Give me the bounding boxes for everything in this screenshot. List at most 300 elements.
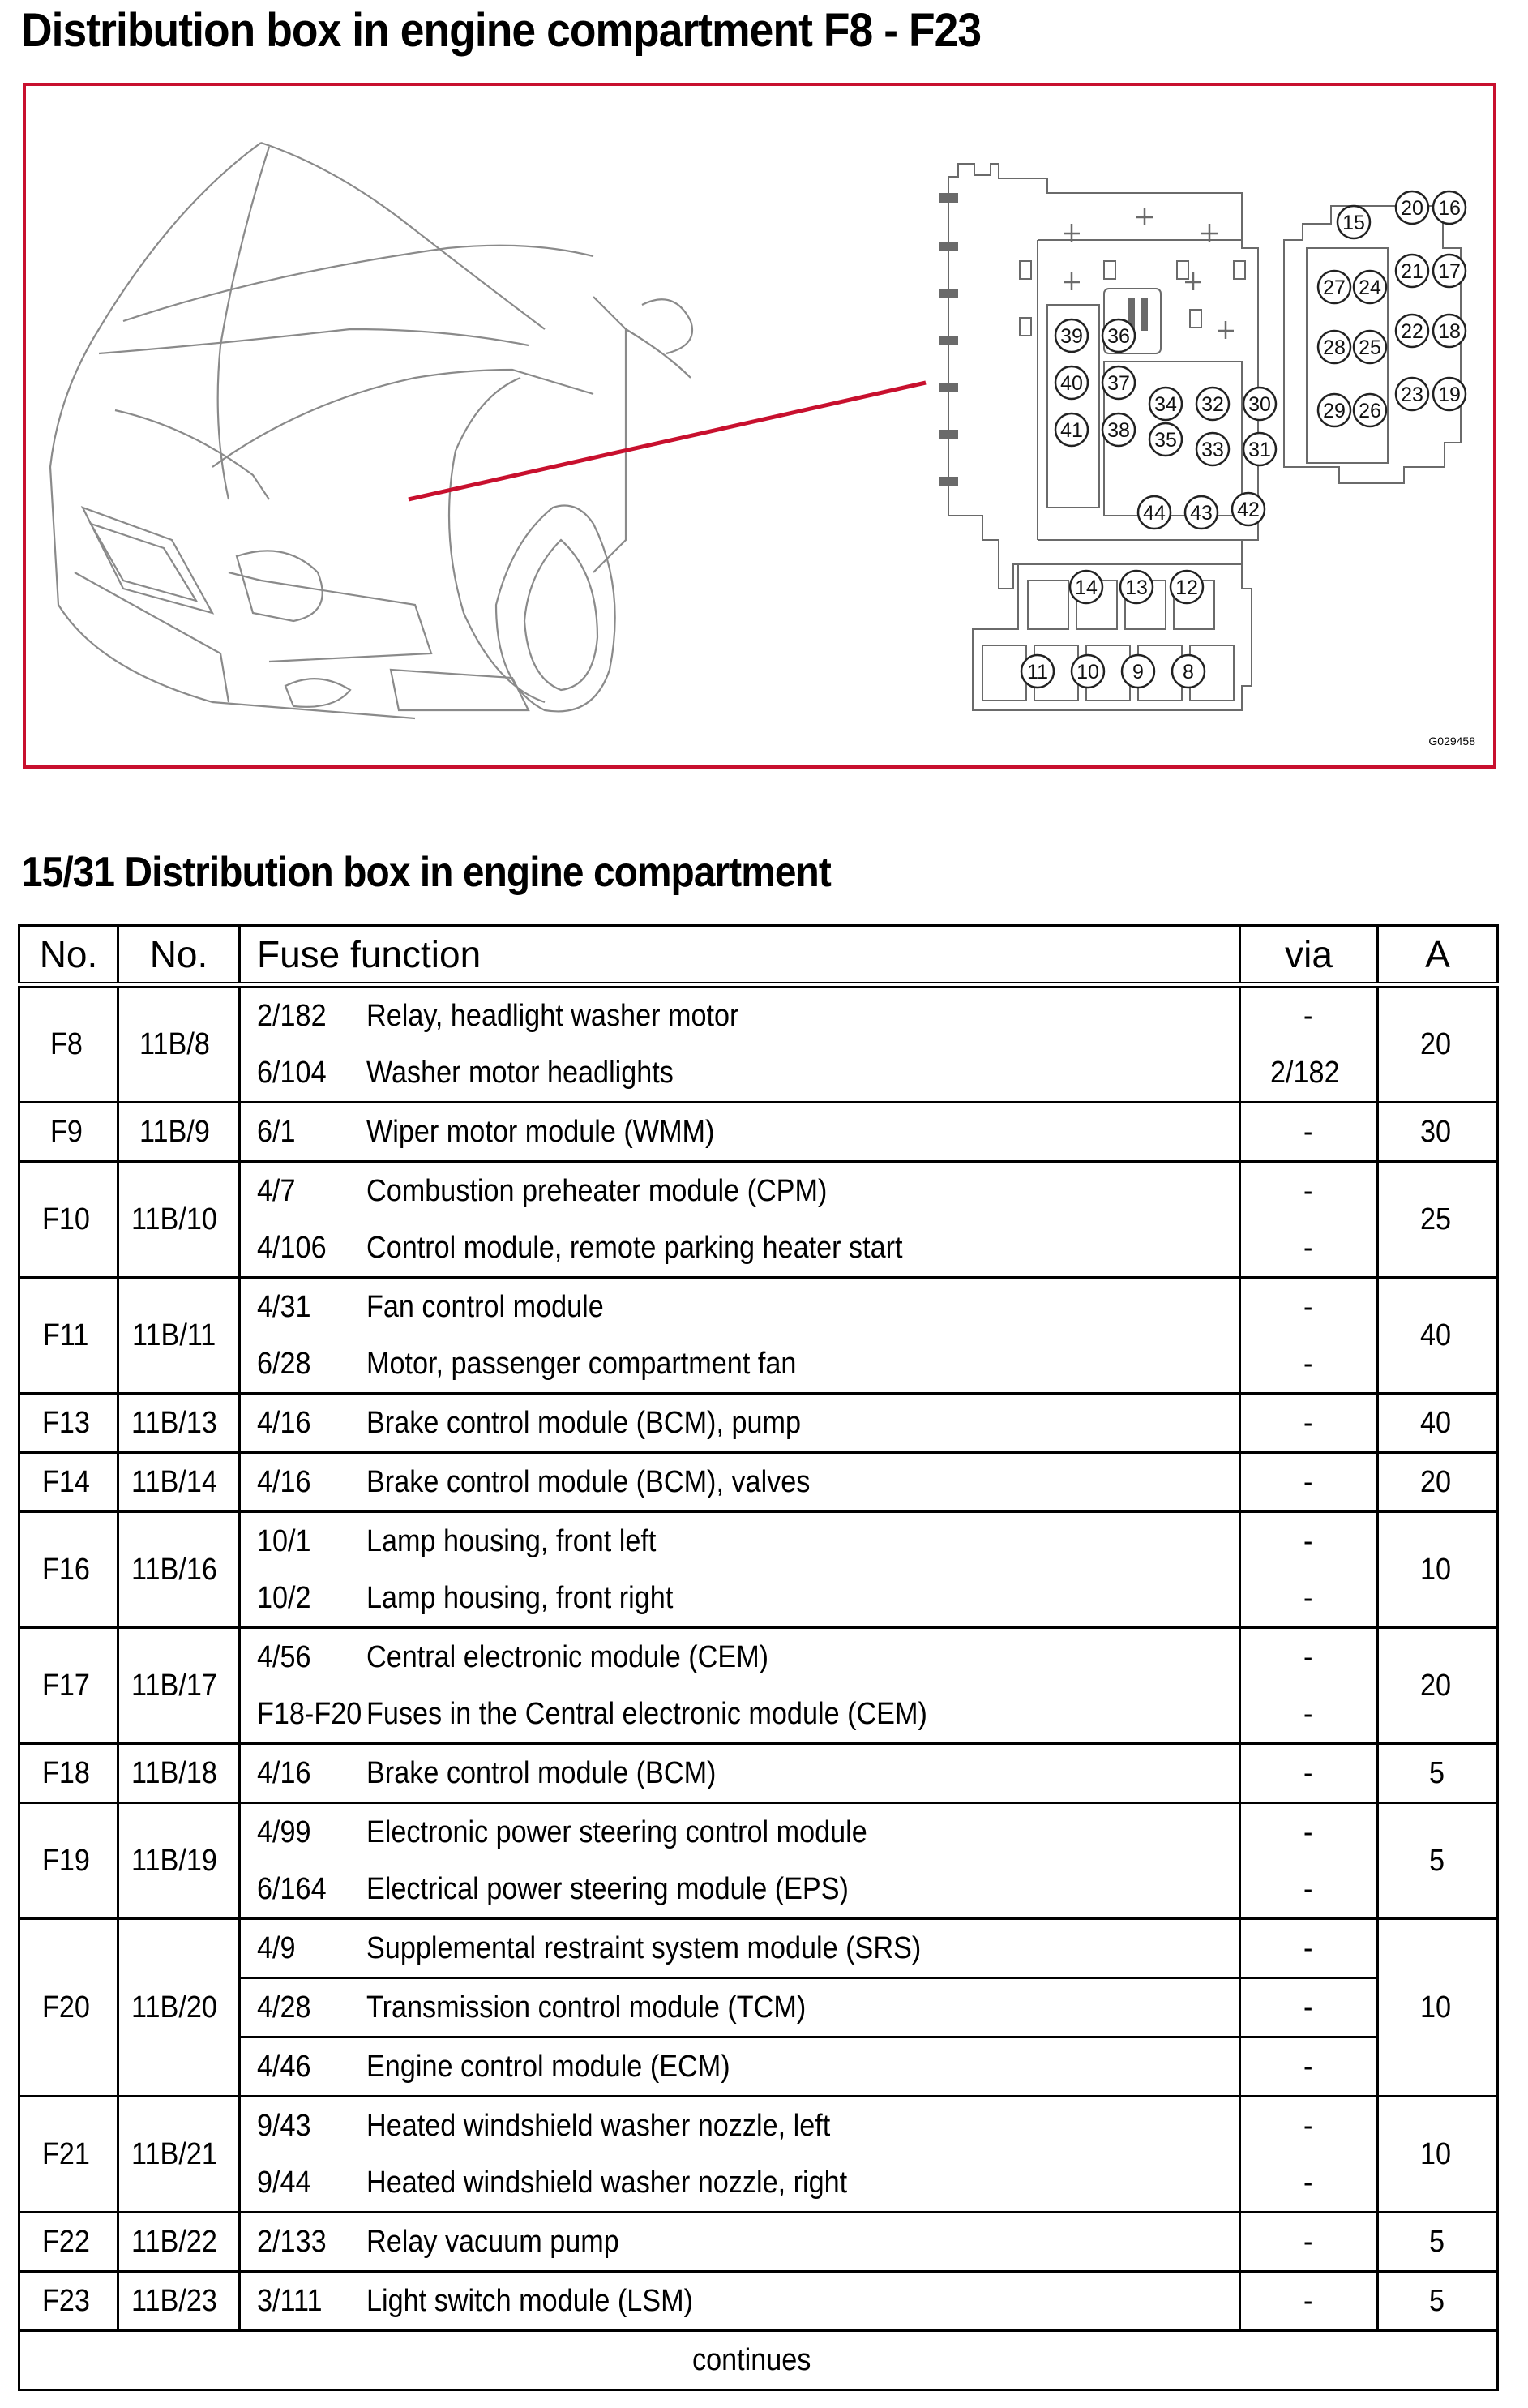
fuse-function bbox=[362, 1394, 1240, 1453]
fuse-marker-18 bbox=[1433, 315, 1466, 347]
fuse-number bbox=[19, 985, 118, 1103]
fuse-marker-19 bbox=[1433, 378, 1466, 410]
figure-code: G029458 bbox=[1428, 735, 1475, 748]
amperage-text: 25 bbox=[1420, 1202, 1452, 1236]
connector-number bbox=[118, 1919, 240, 2097]
amperage-text: 5 bbox=[1428, 1755, 1445, 1790]
fuse-marker-41 bbox=[1055, 413, 1088, 446]
via-value bbox=[1240, 1278, 1378, 1336]
via-value bbox=[1240, 1103, 1378, 1162]
via-value bbox=[1240, 1570, 1378, 1628]
component-ref bbox=[240, 985, 362, 1045]
fuse-function bbox=[362, 1919, 1240, 1978]
component-ref-text: 2/133 bbox=[257, 2224, 327, 2259]
component-ref bbox=[240, 1219, 362, 1278]
fuse-function bbox=[362, 1744, 1240, 1803]
via-value bbox=[1240, 1394, 1378, 1453]
fuse-function bbox=[362, 1103, 1240, 1162]
table-row bbox=[19, 1861, 1498, 1919]
col-fuse-function: Fuse function bbox=[240, 926, 1240, 985]
fuse-function bbox=[362, 1978, 1240, 2037]
svg-text:28: 28 bbox=[1323, 336, 1346, 359]
svg-text:19: 19 bbox=[1438, 383, 1461, 406]
via-value-text: - bbox=[1303, 1871, 1313, 1906]
svg-text:31: 31 bbox=[1248, 439, 1271, 461]
via-value bbox=[1240, 985, 1378, 1045]
fuse-marker-30 bbox=[1243, 388, 1276, 420]
fuse-function-text: Fan control module bbox=[366, 1289, 604, 1324]
fuse-number bbox=[19, 2213, 118, 2272]
via-value-text: - bbox=[1303, 2224, 1313, 2259]
svg-text:11: 11 bbox=[1027, 661, 1048, 683]
table-row bbox=[19, 2154, 1498, 2213]
via-value-text: - bbox=[1303, 1114, 1313, 1149]
fuse-number-text: F10 bbox=[41, 1202, 90, 1236]
continues-row bbox=[19, 2331, 1498, 2390]
fuse-number-text: F17 bbox=[41, 1668, 90, 1703]
via-value bbox=[1240, 1803, 1378, 1862]
fuse-marker-31 bbox=[1243, 433, 1276, 465]
fuse-marker-37 bbox=[1102, 366, 1135, 399]
via-value bbox=[1240, 1335, 1378, 1394]
fuse-function bbox=[362, 1044, 1240, 1103]
svg-text:18: 18 bbox=[1438, 320, 1461, 343]
fuse-marker-28 bbox=[1318, 331, 1350, 363]
svg-text:42: 42 bbox=[1237, 499, 1260, 521]
component-ref bbox=[240, 1394, 362, 1453]
engine-compartment-diagram bbox=[26, 86, 1493, 765]
fuse-function-text: Electronic power steering control module bbox=[366, 1815, 867, 1849]
amperage bbox=[1378, 1512, 1498, 1628]
via-value-text: - bbox=[1303, 2049, 1313, 2084]
table-row bbox=[19, 2272, 1498, 2331]
amperage bbox=[1378, 2097, 1498, 2213]
amperage bbox=[1378, 1919, 1498, 2097]
fuse-function bbox=[362, 1570, 1240, 1628]
fuse-function-text: Combustion preheater module (CPM) bbox=[366, 1173, 827, 1208]
fuse-marker-33 bbox=[1196, 433, 1229, 465]
fuse-function-text: Lamp housing, front right bbox=[366, 1580, 673, 1615]
component-ref bbox=[240, 2213, 362, 2272]
fuse-number bbox=[19, 1803, 118, 1919]
amperage-text: 10 bbox=[1420, 1552, 1452, 1587]
fuse-function bbox=[362, 2213, 1240, 2272]
via-value-text: - bbox=[1303, 1930, 1313, 1965]
fuse-marker-23 bbox=[1396, 378, 1428, 410]
fuse-marker-22 bbox=[1396, 315, 1428, 347]
fuse-marker-27 bbox=[1318, 271, 1350, 303]
amperage bbox=[1378, 2213, 1498, 2272]
connector-number-text: 11B/9 bbox=[139, 1114, 211, 1149]
component-ref bbox=[240, 1453, 362, 1512]
col-amperage: A bbox=[1378, 926, 1498, 985]
component-ref-text: 9/43 bbox=[257, 2108, 311, 2143]
connector-number bbox=[118, 1628, 240, 1744]
connector-number bbox=[118, 1744, 240, 1803]
table-row bbox=[19, 1628, 1498, 1686]
component-ref-text: 4/16 bbox=[257, 1405, 311, 1440]
fuse-function-text: Washer motor headlights bbox=[366, 1055, 674, 1090]
fuse-number bbox=[19, 1512, 118, 1628]
fuse-function-text: Motor, passenger compartment fan bbox=[366, 1346, 796, 1381]
connector-number-text: 11B/17 bbox=[131, 1668, 217, 1703]
component-ref-text: 3/111 bbox=[257, 2283, 323, 2318]
connector-number-text: 11B/18 bbox=[131, 1755, 217, 1790]
fuse-function-text: Central electronic module (CEM) bbox=[366, 1639, 768, 1674]
component-ref bbox=[240, 1512, 362, 1570]
svg-text:32: 32 bbox=[1201, 393, 1224, 416]
fuse-function bbox=[362, 1162, 1240, 1220]
fuse-function-text: Relay vacuum pump bbox=[366, 2224, 619, 2259]
fuse-number bbox=[19, 1744, 118, 1803]
continues-note bbox=[19, 2331, 1498, 2390]
connector-number bbox=[118, 1162, 240, 1278]
fuse-marker-15 bbox=[1338, 206, 1370, 238]
fuse-number-text: F8 bbox=[50, 1026, 83, 1061]
svg-text:15: 15 bbox=[1342, 212, 1365, 234]
component-ref bbox=[240, 1278, 362, 1336]
connector-number-text: 11B/20 bbox=[131, 1990, 217, 2025]
fuse-number-text: F22 bbox=[41, 2224, 90, 2259]
component-ref bbox=[240, 1103, 362, 1162]
fuse-number bbox=[19, 1628, 118, 1744]
fuse-function-text: Heated windshield washer nozzle, left bbox=[366, 2108, 830, 2143]
fuse-function-text: Control module, remote parking heater start bbox=[366, 1230, 903, 1265]
connector-number bbox=[118, 1278, 240, 1394]
fuse-marker-42 bbox=[1232, 493, 1265, 525]
component-ref bbox=[240, 1919, 362, 1978]
via-value bbox=[1240, 1744, 1378, 1803]
fuse-number-text: F9 bbox=[50, 1114, 83, 1149]
fuse-number-text: F14 bbox=[41, 1464, 90, 1499]
fuse-function-text: Brake control module (BCM), pump bbox=[366, 1405, 801, 1440]
table-row bbox=[19, 1162, 1498, 1220]
fuse-number-text: F21 bbox=[41, 2136, 90, 2171]
svg-text:29: 29 bbox=[1323, 400, 1346, 422]
via-value bbox=[1240, 1919, 1378, 1978]
via-value-text: - bbox=[1303, 1990, 1313, 2025]
svg-text:24: 24 bbox=[1359, 276, 1381, 299]
table-row bbox=[19, 1044, 1498, 1103]
fuse-function-text: Light switch module (LSM) bbox=[366, 2283, 693, 2318]
connector-number-text: 11B/11 bbox=[132, 1318, 216, 1352]
fuse-number-text: F20 bbox=[41, 1990, 90, 2025]
svg-text:27: 27 bbox=[1323, 276, 1346, 299]
via-value-text: - bbox=[1303, 1230, 1313, 1265]
component-ref bbox=[240, 2097, 362, 2155]
svg-text:40: 40 bbox=[1060, 372, 1083, 395]
table-row bbox=[19, 1919, 1498, 1978]
fuse-marker-24 bbox=[1354, 271, 1386, 303]
table-row bbox=[19, 1394, 1498, 1453]
svg-text:37: 37 bbox=[1107, 372, 1130, 395]
amperage bbox=[1378, 1103, 1498, 1162]
fuse-marker-36 bbox=[1102, 319, 1135, 352]
component-ref-text: 10/1 bbox=[257, 1523, 311, 1558]
table-row bbox=[19, 2213, 1498, 2272]
table-row bbox=[19, 1219, 1498, 1278]
via-value-text: - bbox=[1303, 2283, 1313, 2318]
connector-number-text: 11B/23 bbox=[131, 2283, 217, 2318]
table-row bbox=[19, 1686, 1498, 1744]
component-ref-text: 6/1 bbox=[257, 1114, 296, 1149]
component-ref-text: 4/31 bbox=[257, 1289, 311, 1324]
fuse-number bbox=[19, 1103, 118, 1162]
via-value-text: - bbox=[1303, 2108, 1313, 2143]
component-ref-text: 4/16 bbox=[257, 1464, 311, 1499]
svg-text:9: 9 bbox=[1132, 661, 1144, 683]
fuse-number bbox=[19, 2272, 118, 2331]
connector-number-text: 11B/14 bbox=[131, 1464, 217, 1499]
component-ref-text: 9/44 bbox=[257, 2165, 311, 2200]
svg-text:38: 38 bbox=[1107, 419, 1130, 442]
fuse-function bbox=[362, 2154, 1240, 2213]
fuse-function bbox=[362, 1628, 1240, 1686]
amperage-text: 20 bbox=[1420, 1464, 1452, 1499]
fuse-number bbox=[19, 1162, 118, 1278]
component-ref-text: 10/2 bbox=[257, 1580, 311, 1615]
fuse-number-text: F13 bbox=[41, 1405, 90, 1440]
fuse-function-text: Electrical power steering module (EPS) bbox=[366, 1871, 849, 1906]
via-value-text: - bbox=[1303, 1289, 1313, 1324]
fuse-marker-34 bbox=[1149, 388, 1182, 420]
component-ref-text: 4/16 bbox=[257, 1755, 311, 1790]
table-header-row bbox=[19, 926, 1498, 985]
amperage bbox=[1378, 1394, 1498, 1453]
component-ref-text: 4/46 bbox=[257, 2049, 311, 2084]
fuse-marker-38 bbox=[1102, 413, 1135, 446]
component-ref-text: 4/7 bbox=[257, 1173, 296, 1208]
component-ref-text: 4/99 bbox=[257, 1815, 311, 1849]
via-value-text: - bbox=[1303, 1346, 1313, 1381]
fuse-number bbox=[19, 1919, 118, 2097]
svg-text:43: 43 bbox=[1190, 502, 1213, 525]
component-ref bbox=[240, 1744, 362, 1803]
fuse-function bbox=[362, 2272, 1240, 2331]
via-value-text: - bbox=[1303, 998, 1313, 1033]
via-value bbox=[1240, 1453, 1378, 1512]
component-ref bbox=[240, 1162, 362, 1220]
col-via: via bbox=[1240, 926, 1378, 985]
svg-text:13: 13 bbox=[1125, 576, 1148, 599]
fuse-function bbox=[362, 2097, 1240, 2155]
svg-text:26: 26 bbox=[1359, 400, 1381, 422]
component-ref-text: 6/164 bbox=[257, 1871, 327, 1906]
table-row bbox=[19, 2037, 1498, 2097]
table-row bbox=[19, 1744, 1498, 1803]
via-value-text: 2/182 bbox=[1269, 1055, 1340, 1090]
fuse-function bbox=[362, 1219, 1240, 1278]
fuse-function bbox=[362, 1335, 1240, 1394]
fuse-marker-10 bbox=[1072, 655, 1104, 688]
fuse-marker-16 bbox=[1433, 191, 1466, 224]
fuse-function-text: Lamp housing, front left bbox=[366, 1523, 656, 1558]
fuse-function-text: Supplemental restraint system module (SRS) bbox=[366, 1930, 921, 1965]
svg-text:8: 8 bbox=[1183, 661, 1194, 683]
table-row bbox=[19, 1335, 1498, 1394]
svg-text:44: 44 bbox=[1143, 502, 1166, 525]
via-value bbox=[1240, 1861, 1378, 1919]
via-value bbox=[1240, 1162, 1378, 1220]
table-row bbox=[19, 2097, 1498, 2155]
fuse-number bbox=[19, 1278, 118, 1394]
via-value-text: - bbox=[1303, 1815, 1313, 1849]
component-ref bbox=[240, 1570, 362, 1628]
amperage-text: 30 bbox=[1420, 1114, 1452, 1149]
fuse-marker-13 bbox=[1120, 571, 1153, 603]
svg-text:30: 30 bbox=[1248, 393, 1271, 416]
fuse-function-text: Heated windshield washer nozzle, right bbox=[366, 2165, 847, 2200]
fuse-marker-39 bbox=[1055, 319, 1088, 352]
fuse-marker-32 bbox=[1196, 388, 1229, 420]
fuse-marker-9 bbox=[1122, 655, 1154, 688]
connector-number-text: 11B/19 bbox=[131, 1843, 217, 1878]
component-ref bbox=[240, 1335, 362, 1394]
connector-number bbox=[118, 985, 240, 1103]
col-fuse-no: No. bbox=[19, 926, 118, 985]
fuse-table bbox=[18, 924, 1499, 2391]
component-ref bbox=[240, 2037, 362, 2097]
amperage bbox=[1378, 1453, 1498, 1512]
fuse-function bbox=[362, 1861, 1240, 1919]
connector-number bbox=[118, 1394, 240, 1453]
amperage bbox=[1378, 1803, 1498, 1919]
fuse-function bbox=[362, 1278, 1240, 1336]
fuse-function bbox=[362, 2037, 1240, 2097]
table-title: 15/31 Distribution box in engine compartment bbox=[21, 849, 831, 896]
amperage bbox=[1378, 985, 1498, 1103]
component-ref bbox=[240, 1803, 362, 1862]
component-ref-text: 4/56 bbox=[257, 1639, 311, 1674]
fuse-marker-35 bbox=[1149, 423, 1182, 456]
via-value bbox=[1240, 2154, 1378, 2213]
amperage-text: 40 bbox=[1420, 1405, 1452, 1440]
amperage-text: 20 bbox=[1420, 1026, 1452, 1061]
page-title: Distribution box in engine compartment F8 - F23 bbox=[21, 4, 982, 57]
table-row bbox=[19, 1453, 1498, 1512]
fuse-function-text: Relay, headlight washer motor bbox=[366, 998, 738, 1033]
amperage bbox=[1378, 1744, 1498, 1803]
fuse-number-text: F16 bbox=[41, 1552, 90, 1587]
fuse-function bbox=[362, 1453, 1240, 1512]
amperage bbox=[1378, 2272, 1498, 2331]
svg-text:16: 16 bbox=[1438, 197, 1461, 220]
fuse-marker-26 bbox=[1354, 394, 1386, 426]
component-ref-text: 4/9 bbox=[257, 1930, 296, 1965]
fuse-function-text: Transmission control module (TCM) bbox=[366, 1990, 806, 2025]
fuse-number bbox=[19, 1394, 118, 1453]
pointer-line bbox=[409, 383, 926, 499]
svg-text:10: 10 bbox=[1076, 661, 1099, 683]
amperage bbox=[1378, 1162, 1498, 1278]
via-value bbox=[1240, 2272, 1378, 2331]
via-value-text: - bbox=[1303, 1405, 1313, 1440]
component-ref bbox=[240, 2272, 362, 2331]
amperage-text: 10 bbox=[1420, 2136, 1452, 2171]
amperage bbox=[1378, 1278, 1498, 1394]
via-value-text: - bbox=[1303, 2165, 1313, 2200]
connector-number-text: 11B/13 bbox=[131, 1405, 217, 1440]
via-value bbox=[1240, 1044, 1378, 1103]
fuse-function-text: Brake control module (BCM), valves bbox=[366, 1464, 810, 1499]
lower-fuse-box bbox=[973, 564, 1252, 710]
via-value bbox=[1240, 1512, 1378, 1570]
via-value-text: - bbox=[1303, 1523, 1313, 1558]
connector-number bbox=[118, 2272, 240, 2331]
connector-number-text: 11B/16 bbox=[131, 1552, 217, 1587]
fuse-function bbox=[362, 985, 1240, 1045]
fuse-marker-11 bbox=[1021, 655, 1054, 688]
svg-text:21: 21 bbox=[1401, 260, 1423, 283]
svg-text:41: 41 bbox=[1060, 419, 1083, 442]
svg-text:25: 25 bbox=[1359, 336, 1381, 359]
svg-text:12: 12 bbox=[1175, 576, 1198, 599]
fuse-marker-29 bbox=[1318, 394, 1350, 426]
table-row bbox=[19, 1512, 1498, 1570]
via-value bbox=[1240, 1628, 1378, 1686]
svg-text:35: 35 bbox=[1154, 429, 1177, 452]
svg-text:39: 39 bbox=[1060, 325, 1083, 348]
via-value-text: - bbox=[1303, 1639, 1313, 1674]
svg-text:14: 14 bbox=[1075, 576, 1098, 599]
fuse-function bbox=[362, 1686, 1240, 1744]
component-ref-text: 6/104 bbox=[257, 1055, 327, 1090]
fuse-marker-20 bbox=[1396, 191, 1428, 224]
connector-number bbox=[118, 1512, 240, 1628]
table-row bbox=[19, 1803, 1498, 1862]
table-row bbox=[19, 1978, 1498, 2037]
connector-number bbox=[118, 1103, 240, 1162]
fuse-marker-17 bbox=[1433, 255, 1466, 287]
fuse-marker-25 bbox=[1354, 331, 1386, 363]
connector-number bbox=[118, 2213, 240, 2272]
component-ref bbox=[240, 1978, 362, 2037]
fuse-function-text: Wiper motor module (WMM) bbox=[366, 1114, 714, 1149]
fuse-marker-44 bbox=[1138, 496, 1171, 529]
via-value-text: - bbox=[1303, 1464, 1313, 1499]
component-ref bbox=[240, 1628, 362, 1686]
via-value bbox=[1240, 1978, 1378, 2037]
via-value bbox=[1240, 2037, 1378, 2097]
table-row bbox=[19, 1278, 1498, 1336]
svg-text:34: 34 bbox=[1154, 393, 1177, 416]
fuse-box-location-figure bbox=[23, 83, 1496, 769]
via-value bbox=[1240, 2097, 1378, 2155]
table-row bbox=[19, 985, 1498, 1045]
component-ref bbox=[240, 2154, 362, 2213]
svg-text:36: 36 bbox=[1107, 325, 1130, 348]
connector-number bbox=[118, 1453, 240, 1512]
fuse-marker-8 bbox=[1172, 655, 1205, 688]
connector-number-text: 11B/22 bbox=[131, 2224, 217, 2259]
car-drawing bbox=[50, 143, 692, 718]
via-value-text: - bbox=[1303, 1755, 1313, 1790]
fuse-number-text: F11 bbox=[43, 1318, 89, 1352]
amperage-text: 20 bbox=[1420, 1668, 1452, 1703]
svg-text:33: 33 bbox=[1201, 439, 1224, 461]
fuse-marker-14 bbox=[1070, 571, 1102, 603]
fuse-number-text: F19 bbox=[41, 1843, 90, 1878]
main-box-fuse-markers bbox=[1055, 319, 1276, 529]
via-value-text: - bbox=[1303, 1696, 1313, 1731]
fuse-function bbox=[362, 1803, 1240, 1862]
via-value bbox=[1240, 2213, 1378, 2272]
svg-text:23: 23 bbox=[1401, 383, 1423, 406]
amperage-text: 5 bbox=[1428, 1843, 1445, 1878]
svg-text:22: 22 bbox=[1401, 320, 1423, 343]
fuse-number bbox=[19, 1453, 118, 1512]
component-ref bbox=[240, 1861, 362, 1919]
